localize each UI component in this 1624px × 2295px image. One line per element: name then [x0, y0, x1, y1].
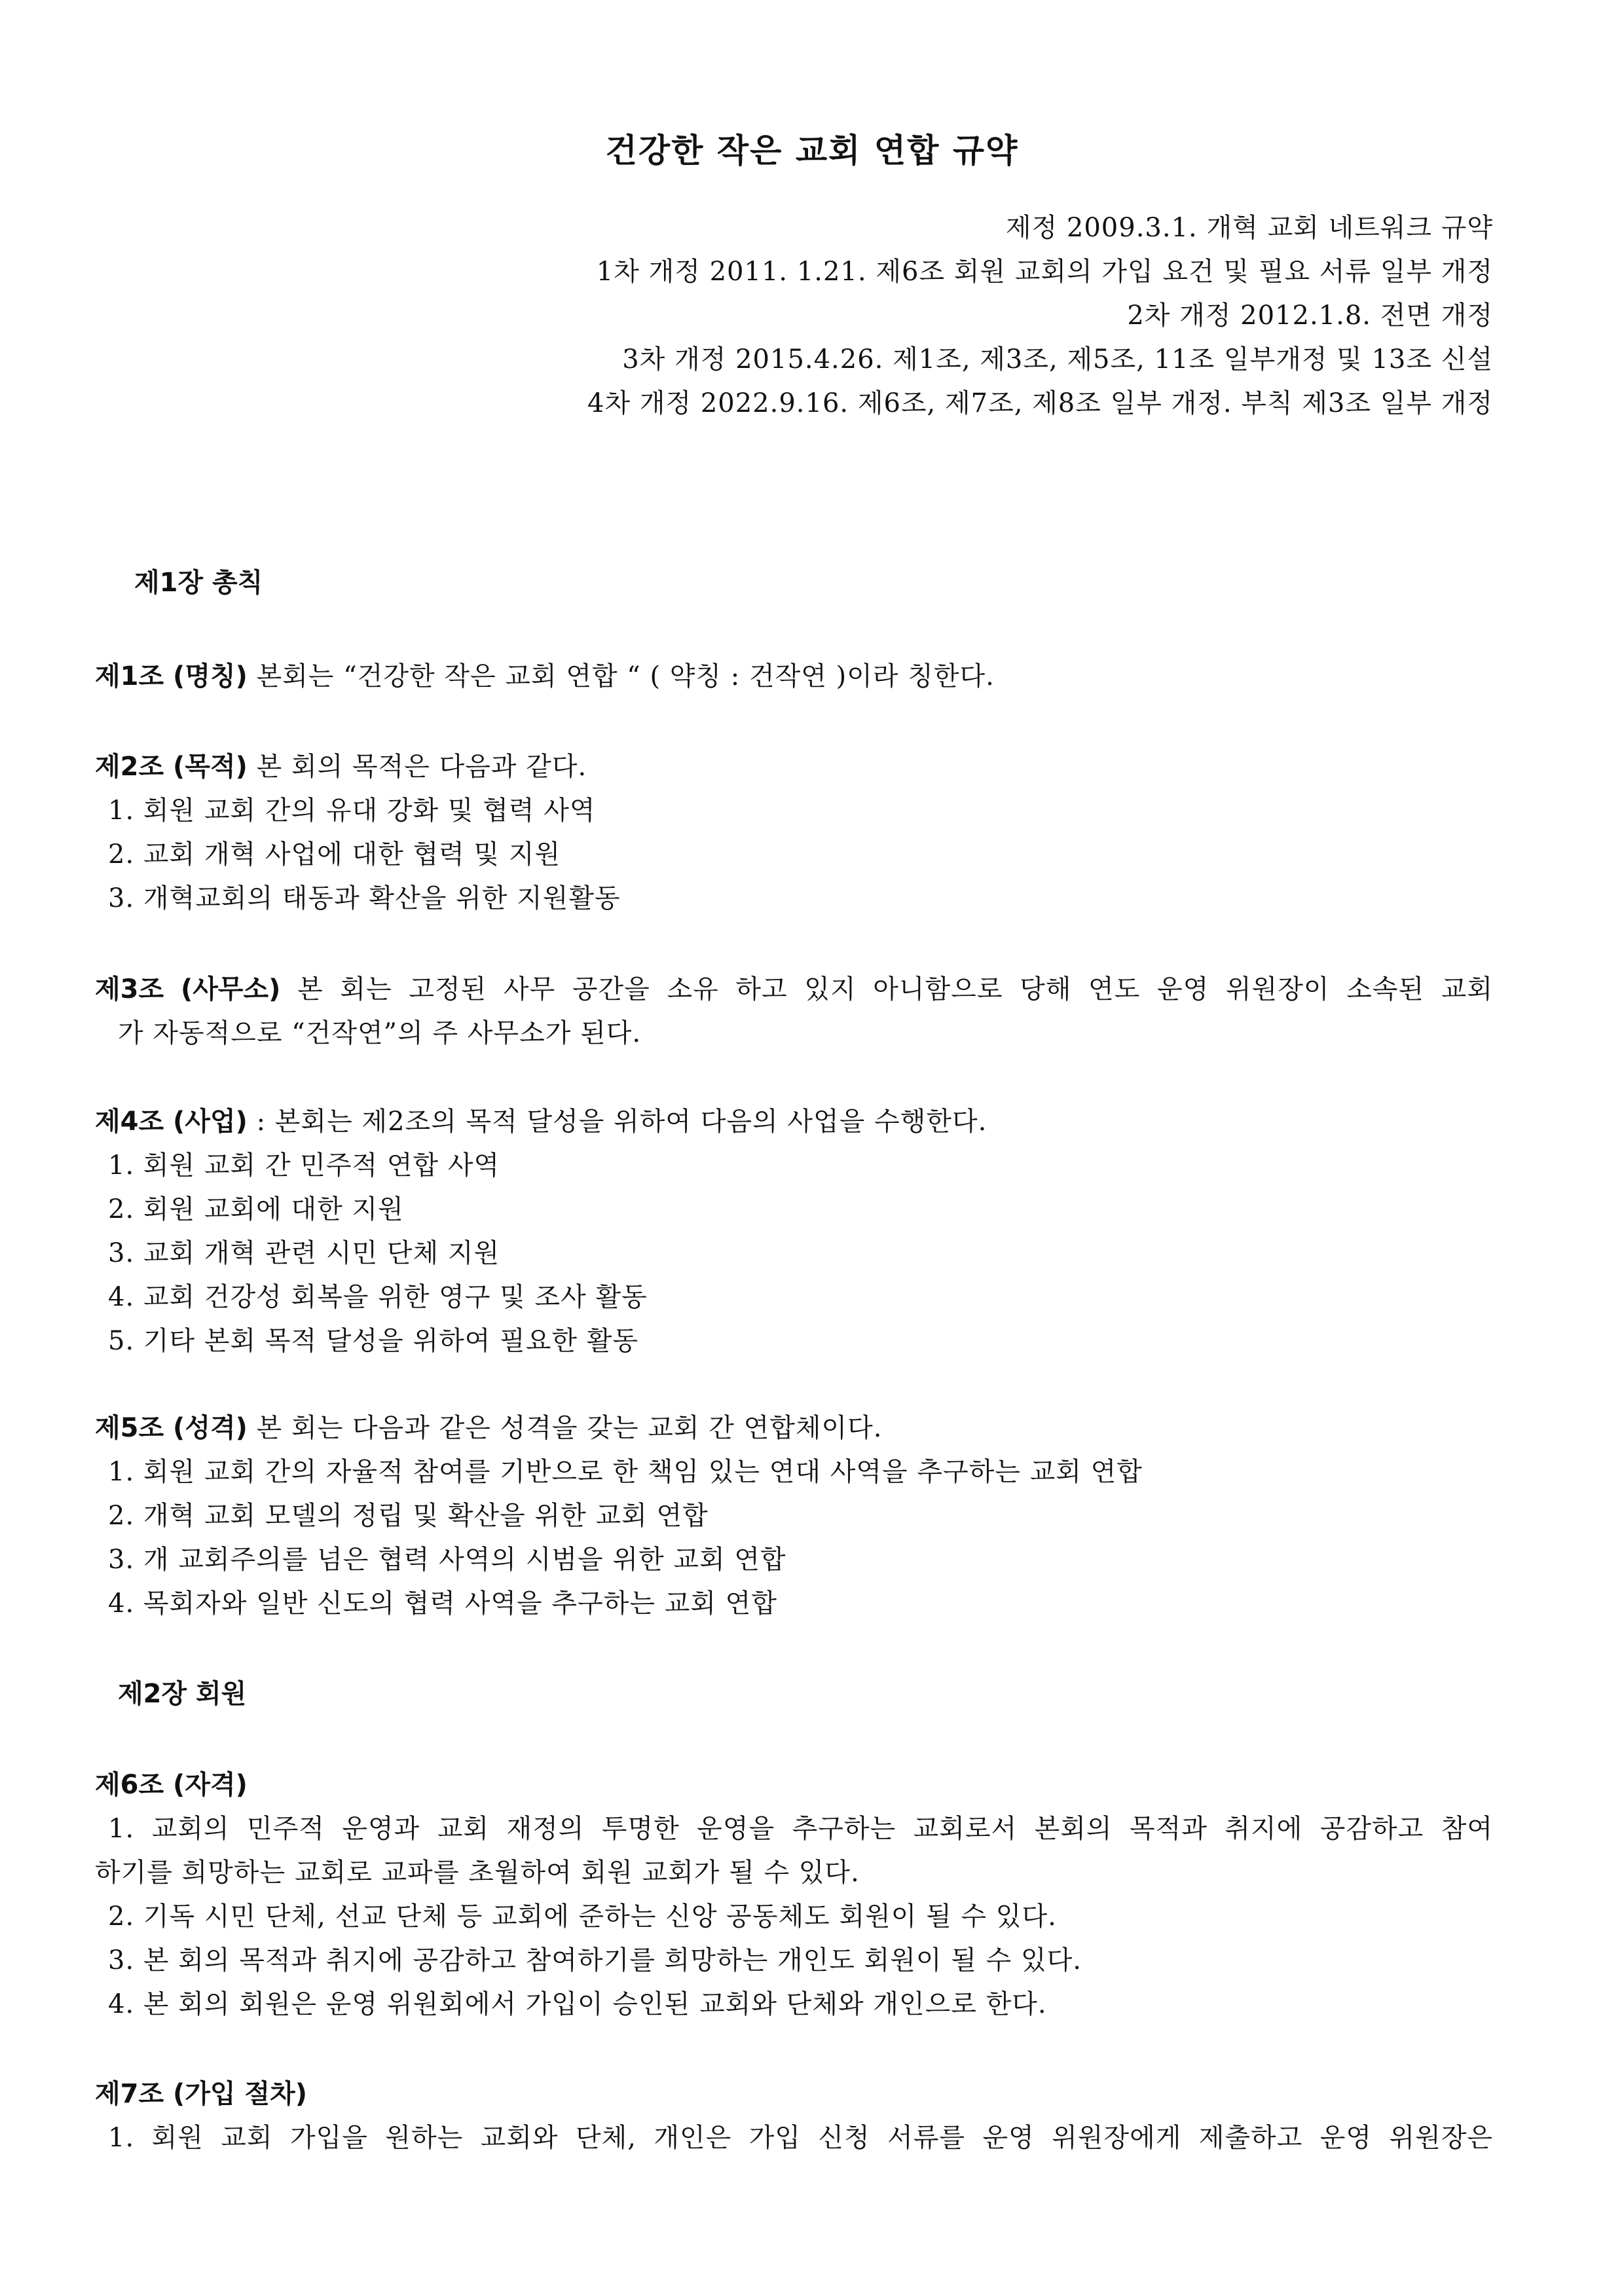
article-text: 본 회의 목적은 다음과 같다. [247, 752, 587, 782]
list-item: 3. 교회 개혁 관련 시민 단체 지원 [108, 1238, 500, 1268]
list-item: 1. 회원 교회 간의 자율적 참여를 기반으로 한 책임 있는 연대 사역을 추구하는 교회 연합 [108, 1457, 1143, 1487]
list-item: 5. 기타 본회 목적 달성을 위하여 필요한 활동 [108, 1326, 639, 1356]
article-heading: 제2조 (목적) [95, 752, 248, 782]
article-6 [95, 1763, 1493, 2027]
list-item: 1. 회원 교회 간 민주적 연합 사역 [108, 1150, 500, 1181]
article-line [95, 655, 1493, 699]
article-5 [95, 1406, 1493, 1626]
list-item: 2. 회원 교회에 대한 지원 [108, 1194, 404, 1224]
article-line [95, 745, 1493, 789]
list-item: 3. 개 교회주의를 넘은 협력 사역의 시범을 위한 교회 연합 [108, 1545, 786, 1575]
list-item: 2. 개혁 교회 모델의 정립 및 확산을 위한 교회 연합 [108, 1501, 709, 1531]
article-3 [95, 968, 1493, 1056]
article-line [95, 1406, 1493, 1450]
article-line [95, 2072, 1493, 2116]
article-heading: 제6조 (자격) [95, 1770, 248, 1800]
article-heading: 제4조 (사업) [95, 1107, 248, 1137]
article-text: 본 회는 다음과 같은 성격을 갖는 교회 간 연합체이다. [247, 1413, 883, 1443]
chapter-1-heading: 제1장 총칙 [134, 568, 263, 598]
article-1 [95, 655, 1493, 699]
list-item: 1. 회원 교회 간의 유대 강화 및 협력 사역 [108, 796, 596, 826]
article-4 [95, 1100, 1493, 1363]
article-heading: 제3조 (사무소) [95, 974, 281, 1004]
list-item: 3. 본 회의 목적과 취지에 공감하고 참여하기를 희망하는 개인도 회원이 될 수 있다. [108, 1945, 1082, 1975]
list-item: 2. 교회 개혁 사업에 대한 협력 및 지원 [108, 839, 561, 870]
article-line [95, 1763, 1493, 1807]
revision-line: 1차 개정 2011. 1.21. 제6조 회원 교회의 가입 요건 및 필요 서류 일부 개정 [596, 257, 1493, 287]
revision-line: 제정 2009.3.1. 개혁 교회 네트워크 규약 [1005, 213, 1493, 243]
list-item: 4. 교회 건강성 회복을 위한 영구 및 조사 활동 [108, 1282, 648, 1312]
article-continuation: 가 자동적으로 “건작연”의 주 사무소가 된다. [118, 1018, 642, 1048]
article-7 [95, 2072, 1493, 2160]
list-item: 1. 교회의 민주적 운영과 교회 재정의 투명한 운영을 추구하는 교회로서 본회의 목적과 취지에 공감하고 참여 [108, 1814, 1493, 1844]
list-item: 4. 본 회의 회원은 운영 위원회에서 가입이 승인된 교회와 단체와 개인으로 한다. [108, 1989, 1047, 2019]
article-text: : 본회는 제2조의 목적 달성을 위하여 다음의 사업을 수행한다. [247, 1107, 987, 1137]
article-line [95, 1100, 1493, 1144]
article-line [95, 968, 1493, 1012]
article-text: 본 회는 고정된 사무 공간을 소유 하고 있지 아니함으로 당해 연도 운영 위원장이 소속된 교회 [280, 974, 1493, 1004]
article-2 [95, 745, 1493, 921]
list-item: 2. 기독 시민 단체, 선교 단체 등 교회에 준하는 신앙 공동체도 회원이 될 수 있다. [108, 1901, 1057, 1932]
list-item: 1. 회원 교회 가입을 원하는 교회와 단체, 개인은 가입 신청 서류를 운영 위원장에게 제출하고 운영 위원장은 [108, 2123, 1493, 2153]
revision-line: 2차 개정 2012.1.8. 전면 개정 [1127, 301, 1493, 331]
revision-line: 4차 개정 2022.9.16. 제6조, 제7조, 제8조 일부 개정. 부칙 제3조 일부 개정 [587, 388, 1493, 418]
list-item-continuation: 하기를 희망하는 교회로 교파를 초월하여 회원 교회가 될 수 있다. [95, 1858, 860, 1888]
list-item: 4. 목회자와 일반 신도의 협력 사역을 추구하는 교회 연합 [108, 1588, 777, 1619]
document-title: 건강한 작은 교회 연합 규약 [605, 132, 1019, 170]
article-heading: 제7조 (가입 절차) [95, 2079, 308, 2109]
revision-line: 3차 개정 2015.4.26. 제1조, 제3조, 제5조, 11조 일부개정 및 13조 신설 [622, 344, 1493, 375]
revision-history [587, 206, 1493, 426]
article-text: 본회는 “건강한 작은 교회 연합 “ ( 약칭 : 건작연 )이라 칭한다. [247, 661, 995, 691]
article-heading: 제1조 (명칭) [95, 661, 248, 691]
chapter-2-heading: 제2장 회원 [118, 1679, 247, 1709]
list-item: 3. 개혁교회의 태동과 확산을 위한 지원활동 [108, 883, 621, 913]
article-heading: 제5조 (성격) [95, 1413, 248, 1443]
